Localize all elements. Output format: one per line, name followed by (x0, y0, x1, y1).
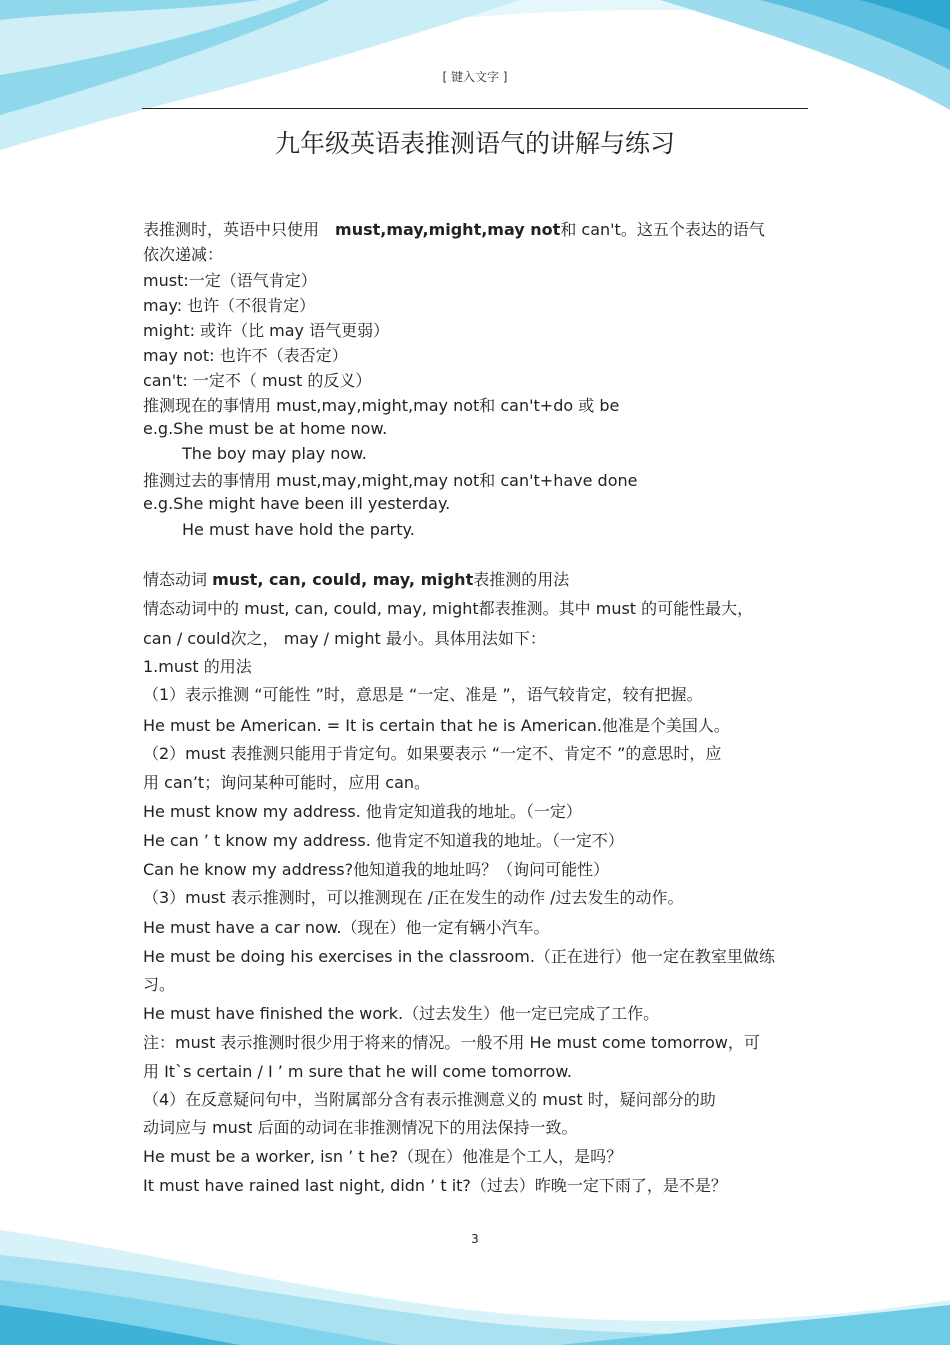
page-number: 3 (471, 1232, 479, 1246)
section-heading: 情态动词 must, can, could, may, might表推测的用法 (143, 570, 570, 589)
text-line: 依次递减： (143, 245, 224, 264)
text-line: 推测过去的事情用 must,may,might,may not和 can't+have done (143, 471, 638, 490)
text-line: He must know my address. 他肯定知道我的地址。（一定） (143, 802, 582, 821)
document-title: 九年级英语表推测语气的讲解与练习 (274, 129, 675, 158)
text-line: He must have a car now.（现在）他一定有辆小汽车。 (143, 918, 550, 937)
text-line: He can ’ t know my address. 他肯定不知道我的地址。（一定不） (143, 831, 624, 850)
text-line: He must be doing his exercises in the classroom.（正在进行）他一定在教室里做练 (143, 947, 775, 966)
text-line: It must have rained last night, didn ’ t it?（过去）昨晚一定下雨了，是不是？ (143, 1176, 727, 1195)
text-line: 表推测时，英语中只使用 must,may,might,may not和 can't。这五个表达的语气 (143, 220, 765, 239)
text-line: may not: 也许不（表否定） (143, 346, 348, 365)
text-line: 推测现在的事情用 must,may,might,may not和 can't+do 或 be (143, 396, 620, 415)
text-line: He must be American. = It is certain that he is American.他准是个美国人。 (143, 716, 730, 735)
header-rule (142, 108, 808, 109)
text-line: 1.must 的用法 (143, 657, 252, 676)
text-line: must:一定（语气肯定） (143, 271, 317, 290)
text-line: He must have finished the work.（过去发生）他一定已完成了工作。 (143, 1004, 660, 1023)
text-line: Can he know my address?他知道我的地址吗？（询问可能性） (143, 860, 610, 879)
text-line: can / could次之， may / might 最小。具体用法如下： (143, 629, 546, 648)
text-line: e.g.She might have been ill yesterday. (143, 494, 451, 513)
text-line: may: 也许（不很肯定） (143, 296, 316, 315)
text-line: can't: 一定不（ must 的反义） (143, 371, 372, 390)
text-line: He must have hold the party. (182, 520, 415, 539)
text-line: 用 can’t；询问某种可能时，应用 can。 (143, 773, 431, 792)
text-line: （3）must 表示推测时，可以推测现在 /正在发生的动作 /过去发生的动作。 (143, 888, 684, 907)
text-line: （4）在反意疑问句中，当附属部分含有表示推测意义的 must 时，疑问部分的助 (143, 1090, 716, 1109)
text-line: 情态动词中的 must, can, could, may, might都表推测。其中 must 的可能性最大， (143, 599, 754, 618)
text-line: 用 It`s certain / I ’ m sure that he will come tomorrow. (143, 1062, 572, 1081)
text-line: 注：must 表示推测时很少用于将来的情况。一般不用 He must come tomorrow，可 (143, 1033, 760, 1052)
text-line: might: 或许（比 may 语气更弱） (143, 321, 390, 340)
text-line: The boy may play now. (182, 444, 367, 463)
text-line: 习。 (143, 975, 176, 994)
text-line: （2）must 表推测只能用于肯定句。如果要表示 “一定不、肯定不 ”的意思时，应 (143, 744, 722, 763)
text-line: 动词应与 must 后面的动词在非推测情况下的用法保持一致。 (143, 1118, 578, 1137)
text-line: He must be a worker, isn ’ t he?（现在）他准是个工人，是吗？ (143, 1147, 623, 1166)
text-line: （1）表示推测 “可能性 ”时，意思是 “一定、准是 ”，语气较肯定，较有把握。 (143, 685, 703, 704)
text-line: e.g.She must be at home now. (143, 419, 388, 438)
page-header: [ 键入文字 ] (442, 70, 508, 84)
